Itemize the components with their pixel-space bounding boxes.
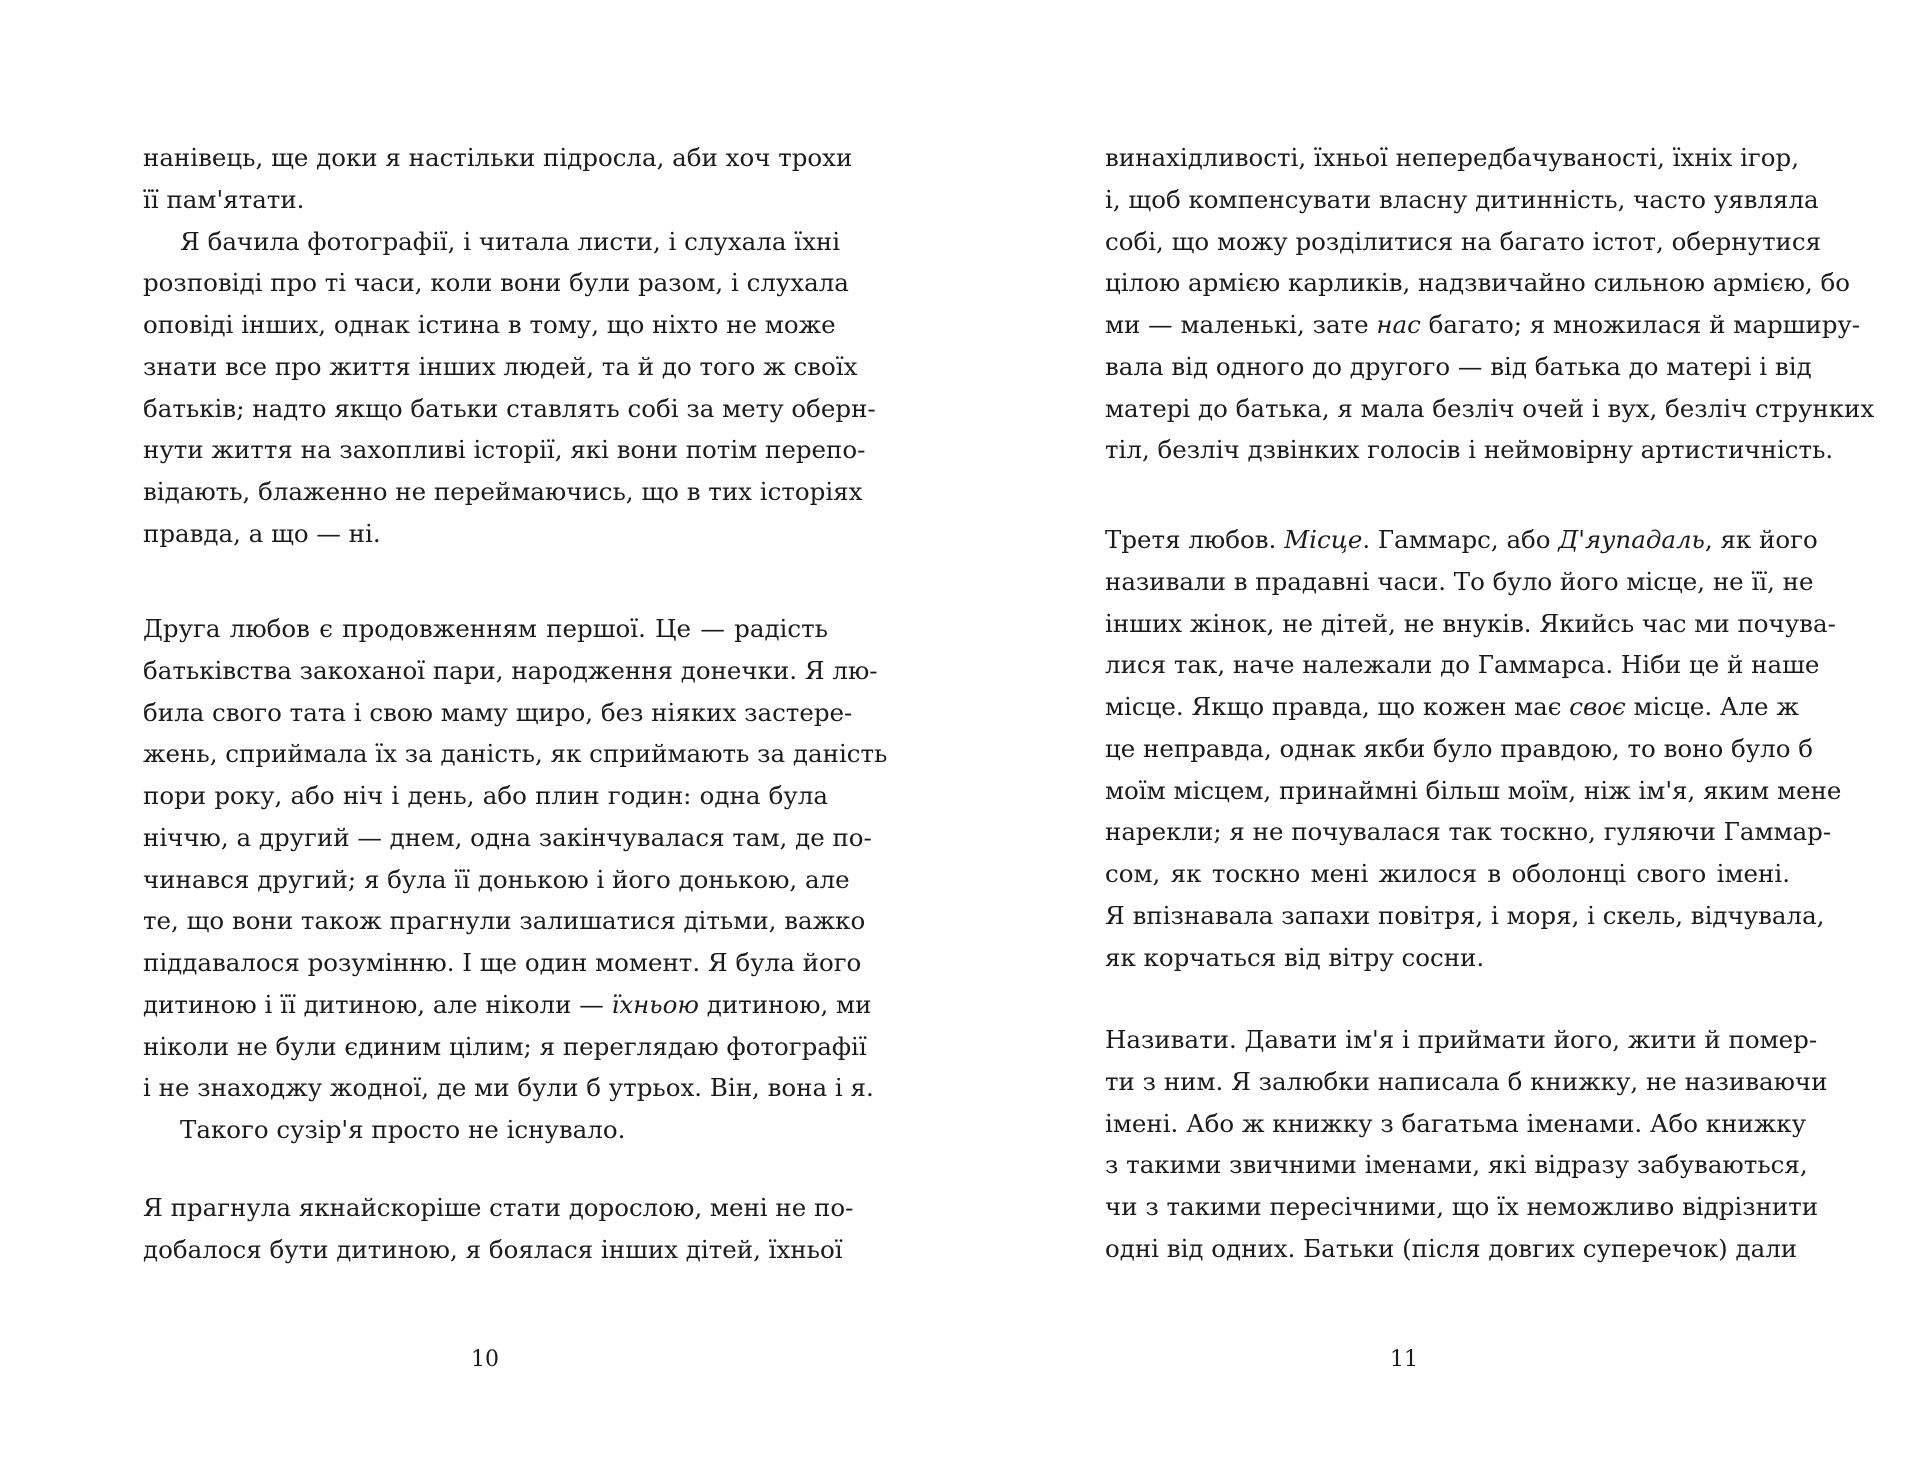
text-line: матері до батька, я мала безліч очей і вух, безліч струнких (1105, 393, 1875, 423)
italic-word: Д'яупадаль (1558, 525, 1705, 554)
italic-word: Місце (1284, 525, 1363, 554)
text-line: Я впізнавала запахи повітря, і моря, і скель, відчувала, (1105, 900, 1825, 930)
text-line: це неправда, однак якби було правдою, то воно було б (1105, 733, 1813, 763)
paragraph-block (1105, 519, 1842, 978)
text-line: одні від одних. Батьки (після довгих суперечок) дали (1105, 1233, 1798, 1263)
italic-word: нас (1376, 310, 1421, 339)
text-line: і не знаходжу жодної, де ми були б утрьох. Він, вона і я. (143, 1073, 874, 1103)
text-line: піддавалося розумінню. І ще один момент. Я була його (143, 948, 862, 977)
text-run: багато; я множилася й марширу- (1420, 310, 1861, 339)
text-line: Називати. Давати ім'я і приймати його, жити й помер- (1105, 1025, 1818, 1054)
text-line: і, щоб компенсувати власну дитинність, часто уявляла (1105, 184, 1819, 214)
text-run: . Гаммарс, або (1362, 525, 1559, 554)
text-line: батьків; надто якщо батьки ставлять собі за мету оберн- (143, 393, 876, 423)
text-line: нути життя на захопливі історії, які вони потім перепо- (143, 435, 866, 465)
paragraph-block (143, 137, 876, 555)
text-line: Такого сузір'я просто не існувало. (180, 1115, 626, 1144)
page-number: 10 (471, 1347, 499, 1372)
text-line: називали в прадавні часи. То було його місце, не її, не (1105, 566, 1814, 596)
text-run: ми — маленькі, зате (1105, 310, 1377, 339)
text-line: собі, що можу розділитися на багато істот, обернутися (1105, 226, 1822, 256)
text-line: сом, як тоскно мені жилося в оболонці свого імені. (1105, 859, 1790, 888)
text-line: імені. Або ж книжку з багатьма іменами. Або книжку (1105, 1108, 1806, 1138)
text-line: з такими звичними іменами, які відразу забуваються, (1105, 1150, 1808, 1180)
text-line: розповіді про ті часи, коли вони були разом, і слухала (143, 268, 849, 298)
text-line: чи з такими пересічними, що їх неможливо відрізнити (1105, 1192, 1819, 1221)
text-line: нанівець, ще доки я настільки підросла, аби хоч трохи (143, 143, 853, 172)
text-line: жень, сприймала їх за даність, як сприймають за даність (143, 739, 888, 769)
text-line: Я прагнула якнайскоріше стати дорослою, мені не по- (143, 1193, 854, 1222)
italic-word: своє (1569, 692, 1626, 721)
text-run: місце. Але ж (1625, 692, 1799, 721)
text-line: нарекли; я не почувалася так тоскно, гуляючи Гаммар- (1105, 817, 1832, 847)
text-line: добалося бути дитиною, я боялася інших дітей, їхньої (143, 1234, 843, 1264)
right-page (960, 0, 1920, 1477)
text-line (143, 984, 872, 1026)
text-line: її пам'ятати. (143, 184, 305, 214)
text-run: дитиною і її дитиною, але ніколи — (143, 989, 612, 1019)
text-line (1105, 304, 1861, 346)
italic-word: їхньою (611, 989, 699, 1019)
paragraph-block (143, 1187, 854, 1271)
text-line: те, що вони також прагнули залишатися дітьми, важко (143, 906, 866, 936)
text-run: місце. Якщо правда, що кожен має (1105, 692, 1570, 721)
text-line: оповіді інших, однак істина в тому, що ніхто не може (143, 310, 836, 339)
text-run: дитиною, ми (698, 989, 872, 1019)
text-line: інших жінок, не дітей, не внуків. Якийсь час ми почува- (1105, 608, 1836, 638)
text-line: била свого тата і свою маму щиро, без ніяких застере- (143, 697, 853, 727)
text-line: лися так, наче належали до Гаммарса. Ніби це й наше (1105, 650, 1820, 680)
text-line: тіл, безліч дзвінких голосів і неймовірну артистичність. (1105, 435, 1834, 465)
text-line: ти з ним. Я залюбки написала б книжку, не називаючи (1105, 1066, 1828, 1096)
text-line: вала від одного до другого — від батька до матері і від (1105, 351, 1812, 381)
text-run: Третя любов. (1105, 525, 1285, 554)
text-line: батьківства закоханої пари, народження донечки. Я лю- (143, 655, 878, 685)
paragraph-block (1105, 1019, 1828, 1270)
text-line: Я бачила фотографії, і читала листи, і слухала їхні (180, 226, 841, 256)
paragraph-block (143, 608, 888, 1151)
text-line: ніччю, а другий — днем, одна закінчувалася там, де по- (143, 822, 872, 852)
text-line: ніколи не були єдиним цілим; я переглядаю фотографії (143, 1031, 867, 1061)
text-line (1105, 519, 1818, 561)
text-line: винахідливості, їхньої непередбачуваності, їхніх ігор, (1105, 143, 1799, 172)
text-line: чинався другий; я була її донькою і його донькою, але (143, 864, 850, 894)
paragraph-block (1105, 137, 1875, 471)
text-run: , як його (1704, 525, 1818, 554)
text-line: як корчаться від вітру сосни. (1105, 942, 1485, 972)
text-line: відають, блаженно не переймаючись, що в тих історіях (143, 477, 863, 506)
text-line: пори року, або ніч і день, або плин годин: одна була (143, 781, 828, 810)
text-line: моїм місцем, принаймні більш моїм, ніж ім'я, яким мене (1105, 775, 1842, 805)
text-line: цілою армією карликів, надзвичайно сильною армією, бо (1105, 268, 1851, 298)
text-line (1105, 686, 1799, 728)
text-line: правда, а що — ні. (143, 518, 381, 548)
text-line: Друга любов є продовженням першої. Це — радість (143, 614, 828, 643)
text-line: знати все про життя інших людей, та й до того ж своїх (143, 351, 858, 381)
page-number: 11 (1390, 1347, 1418, 1372)
